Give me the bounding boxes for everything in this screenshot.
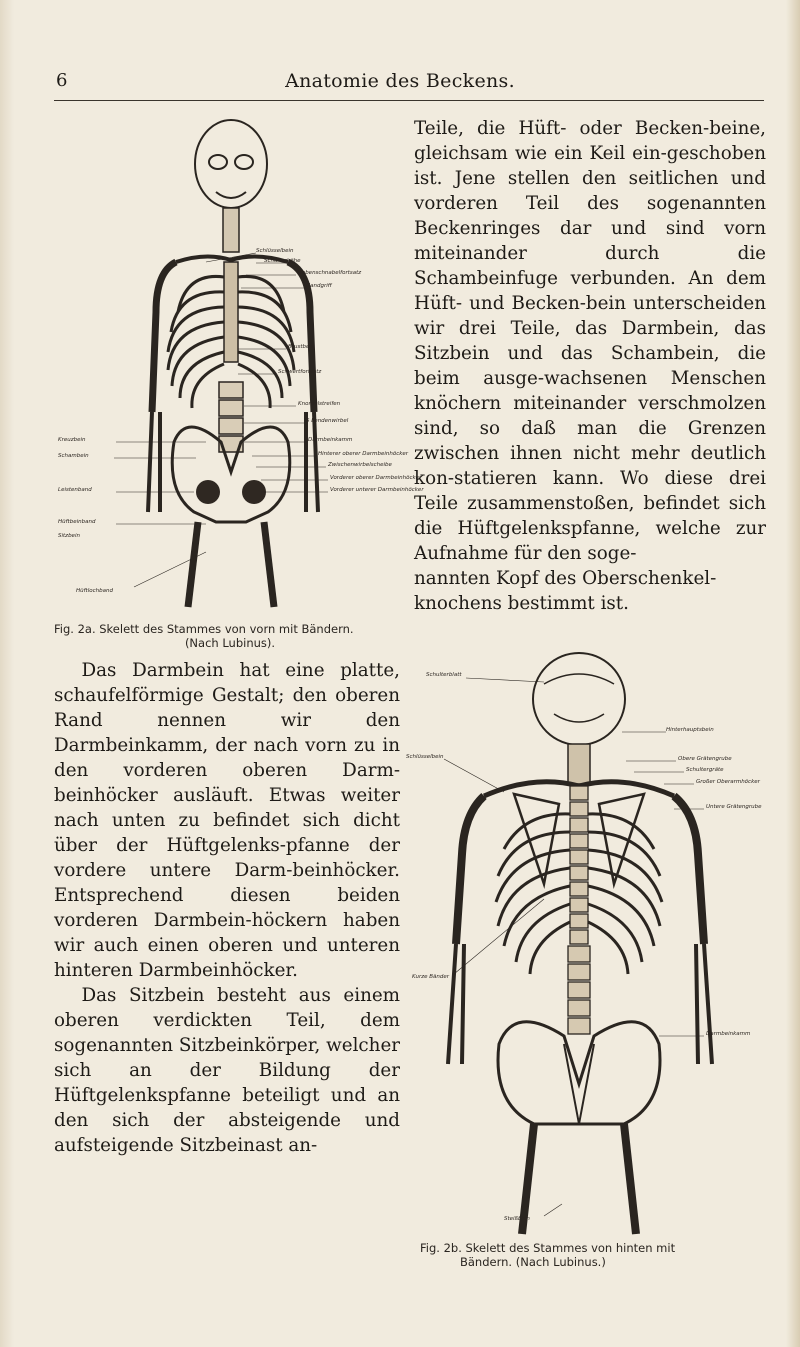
label-front-3: Rabenschnabelfortsatz	[298, 270, 362, 276]
paper-edge-left	[0, 0, 14, 1347]
label-back-7: Untere Grätengrube	[706, 804, 762, 810]
label-front-17: Hüftbeinband	[58, 519, 96, 525]
header-rule	[54, 100, 764, 101]
figure-2b-caption	[420, 1241, 766, 1269]
skull-shape	[195, 120, 267, 208]
figure-2b-caption-line1: Fig. 2b. Skelett des Stammes von hinten mit	[420, 1241, 676, 1255]
pelvis-back-shape	[498, 1022, 660, 1124]
label-front-12: Vorderer oberer Darmbeinhöcker	[330, 475, 422, 481]
label-front-15: Schambein	[58, 453, 89, 459]
label-back-6: Großer Oberarmhöcker	[696, 779, 760, 785]
page-header	[0, 70, 800, 100]
label-back-2: Hinterhauptsbein	[666, 727, 714, 733]
figure-2b-caption-line2: Bändern. (Nach Lubinus.)	[460, 1255, 606, 1269]
text-column-top-right	[414, 116, 766, 616]
skeleton-back-illustration	[404, 644, 764, 1239]
label-front-1: Schlüsselbein	[256, 248, 294, 254]
label-back-9: Darmbeinkamm	[706, 1031, 751, 1037]
paragraph-left-2: Das Sitzbein besteht aus einem oberen verdickten Teil, dem sogenannten Sitzbeinkörper, welcher sich an der Bildung der Hüftgelenkspfanne beteiligt und an den sich der absteigende und aufsteigende Sitzbeinast an-	[54, 985, 400, 1156]
label-back-8: Kurze Bänder	[412, 974, 449, 980]
label-back-4: Obere Grätengrube	[678, 756, 732, 762]
label-front-18: Sitzbein	[58, 533, 80, 539]
label-back-3: Schlüsselbein	[406, 754, 444, 760]
figure-2a-skeleton-front	[56, 112, 424, 622]
figure-2a-caption-line1: Fig. 2a. Skelett des Stammes von vorn mit Bändern.	[54, 622, 354, 636]
running-title: Anatomie des Beckens.	[285, 70, 515, 92]
label-front-9: Darmbeinkamm	[308, 437, 353, 443]
label-front-11: Zwischenwirbelscheibe	[328, 462, 392, 468]
label-front-13: Vorderer unterer Darmbeinhöcker	[330, 487, 424, 493]
label-front-6: Schwertfortsatz	[278, 369, 322, 375]
label-back-1: Schulterblatt	[426, 672, 462, 678]
label-front-4: Handgriff	[306, 283, 332, 289]
spine-column	[568, 786, 590, 1034]
skeleton-front-illustration	[56, 112, 424, 622]
page-number: 6	[56, 70, 68, 91]
paper-edge-right	[786, 0, 800, 1347]
skull-back-shape	[533, 653, 625, 745]
label-back-10: Steißbein	[504, 1216, 530, 1222]
figure-2b-skeleton-back	[404, 644, 764, 1239]
label-front-7: Knorpelstreifen	[298, 401, 341, 407]
label-front-19: Hüftlochband	[76, 588, 113, 594]
label-front-10: Hinterer oberer Darmbeinhöcker	[318, 451, 409, 457]
paragraph-top-tail: nannten Kopf des Oberschenkel-knochens bestimmt ist.	[414, 568, 717, 614]
label-front-5: Brustbein	[288, 344, 315, 350]
label-front-8: 5 Lendenwirbel	[306, 418, 349, 424]
paragraph-left-1: Das Darmbein hat eine platte, schaufelförmige Gestalt; den oberen Rand nennen wir den Darmbeinkamm, der nach vorn zu in den vorderen oberen Darm-beinhöcker ausläuft. Etwas weiter nach unten zu befindet sich dicht über der Hüftgelenks-pfanne der vordere untere Darm-beinhöcker. Entsprechend diesen beiden vorderen Darmbein-höckern haben wir auch einen oberen und unteren hinteren Darmbeinhöcker.	[54, 660, 400, 981]
figure-2a-caption	[54, 622, 406, 650]
label-front-16: Leistenband	[58, 487, 92, 493]
label-front-2: Schulterhöhe	[264, 258, 301, 264]
paragraph-top: Teile, die Hüft- oder Becken-beine, gleichsam wie ein Keil ein-geschoben ist. Jene stellen den seitlichen und vorderen Teil des sogenannten Beckenringes dar und sind vorn miteinander durch die Schambeinfuge verbunden. An dem Hüft- und Becken-bein unterscheiden wir drei Teile, das Darmbein, das Sitzbein und das Schambein, die beim ausge-wachsenen Menschen knöchern miteinander verschmolzen sind, so daß man die Grenzen zwischen ihnen nicht mehr deutlich kon-statieren kann. Wo diese drei Teile zusammenstoßen, befindet sich die Hüftgelenkspfanne, welche zur Aufnahme für den soge-	[414, 118, 766, 564]
label-back-5: Schultergräte	[686, 767, 724, 773]
figure-2a-caption-line2: (Nach Lubinus).	[184, 636, 276, 650]
label-front-14: Kreuzbein	[58, 437, 86, 443]
text-column-left	[54, 658, 400, 1158]
